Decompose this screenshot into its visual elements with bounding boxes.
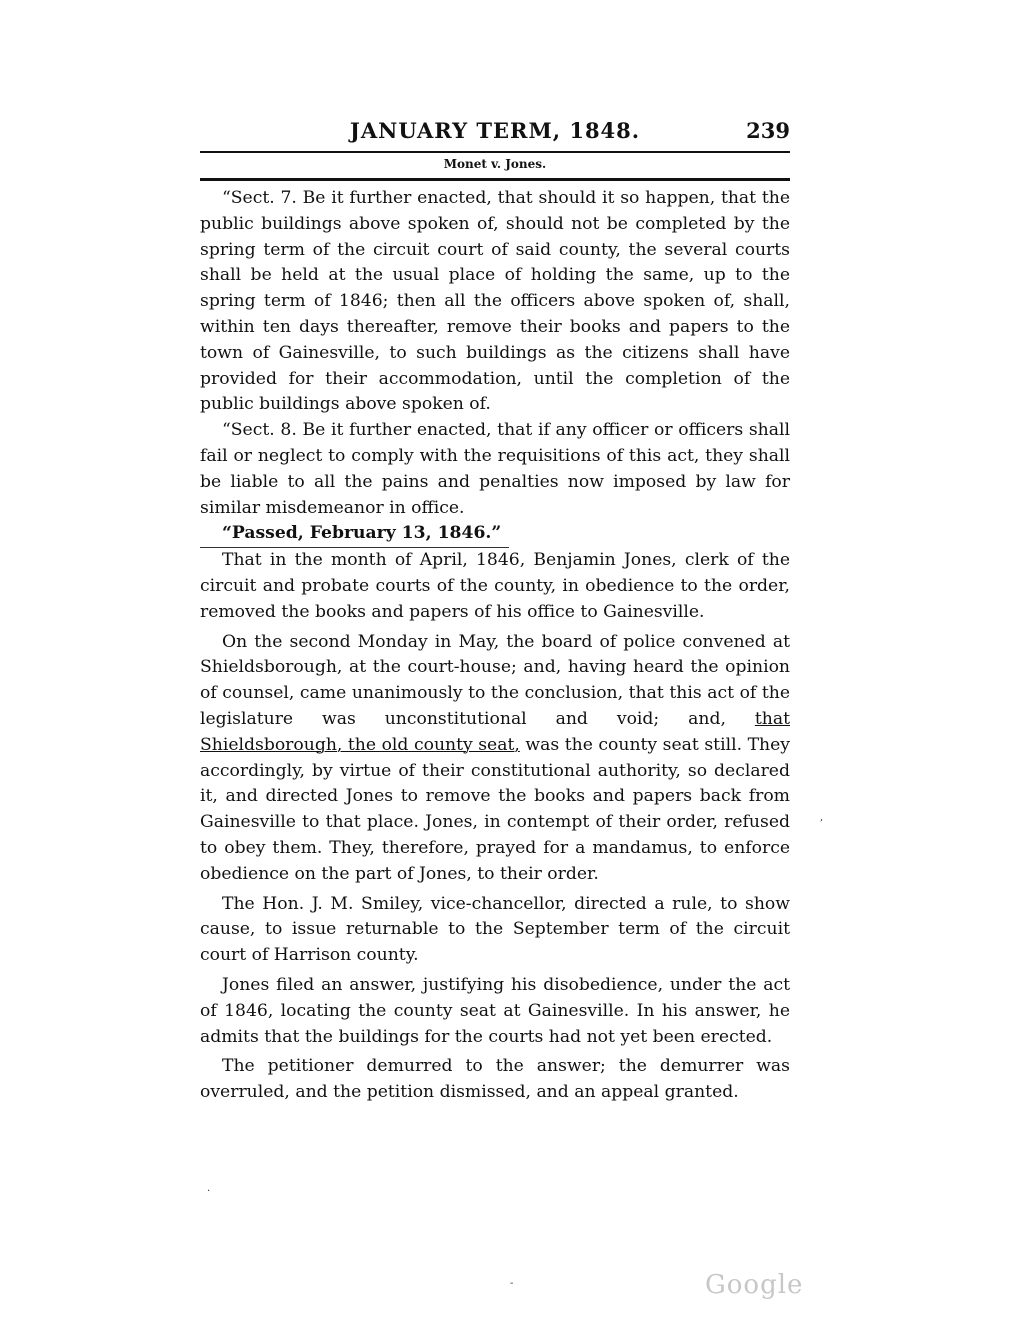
underlined-county-seat-phrase: that Shieldsborough, the old county seat, xyxy=(200,708,790,755)
header-rule xyxy=(200,151,790,153)
page-header xyxy=(200,118,790,148)
google-watermark: Google xyxy=(705,1270,804,1300)
ink-speck: , xyxy=(820,812,824,823)
page-number: 239 xyxy=(746,118,790,143)
running-title: JANUARY TERM, 1848. xyxy=(349,118,641,143)
caption-rule xyxy=(200,178,790,181)
paragraph-board-of-police-start: On the second Monday in May, the board of police convened at Shieldsborough, at the court-house; and, having heard the opinion of counsel, came unanimously to the conclusion, that this act of the legislature was unconstitutional and void; and, xyxy=(200,631,790,729)
paragraph-sect-7: “Sect. 7. Be it further enacted, that should it so happen, that the public buildings above spoken of, should not be completed by the spring term of the circuit court of said county, the several courts shall be held at the usual place of holding the same, up to the spring term of 1846; then all the officers above spoken of, shall, within ten days thereafter, remove their books and papers to the town of Gainesville, to such buildings as the citizens shall have provided for their accommodation, until the completion of the public buildings above spoken of. xyxy=(200,188,790,415)
ink-speck: · xyxy=(207,1186,211,1197)
ink-speck: - xyxy=(510,1278,514,1289)
passed-line-text: “Passed, February 13, 1846.” xyxy=(200,521,509,548)
paragraph-answer: Jones filed an answer, justifying his disobedience, under the act of 1846, locating the county seat at Gainesville. In his answer, he admits that the buildings for the courts had not yet been erected. xyxy=(200,974,790,1047)
paragraph-demurrer: The petitioner demurred to the answer; the demurrer was overruled, and the petition dismissed, and an appeal granted. xyxy=(200,1056,790,1103)
paragraph-board-of-police xyxy=(200,630,790,888)
case-caption: Monet v. Jones. xyxy=(443,157,547,171)
body-text xyxy=(200,186,790,1106)
paragraph-april: That in the month of April, 1846, Benjamin Jones, clerk of the circuit and probate courts of the county, in obedience to the order, removed the books and papers of his office to Gainesville. xyxy=(200,550,790,622)
paragraph-smiley: The Hon. J. M. Smiley, vice-chancellor, directed a rule, to show cause, to issue returnable to the September term of the circuit court of Harrison county. xyxy=(200,893,790,966)
passed-line xyxy=(200,521,790,548)
paragraph-sect-8: “Sect. 8. Be it further enacted, that if any officer or officers shall fail or neglect to comply with the requisitions of this act, they shall be liable to all the pains and penalties now imposed by law for similar misdemeanor in office. xyxy=(200,420,790,518)
paragraph-board-of-police-end: was the county seat still. They accordingly, by virtue of their constitutional authority, so declared it, and directed Jones to remove the books and papers back from Gainesville to that place. Jones, in contempt of their order, refused to obey them. They, therefore, prayed for a mandamus, to enforce obedience on the part of Jones, to their order. xyxy=(200,734,790,884)
